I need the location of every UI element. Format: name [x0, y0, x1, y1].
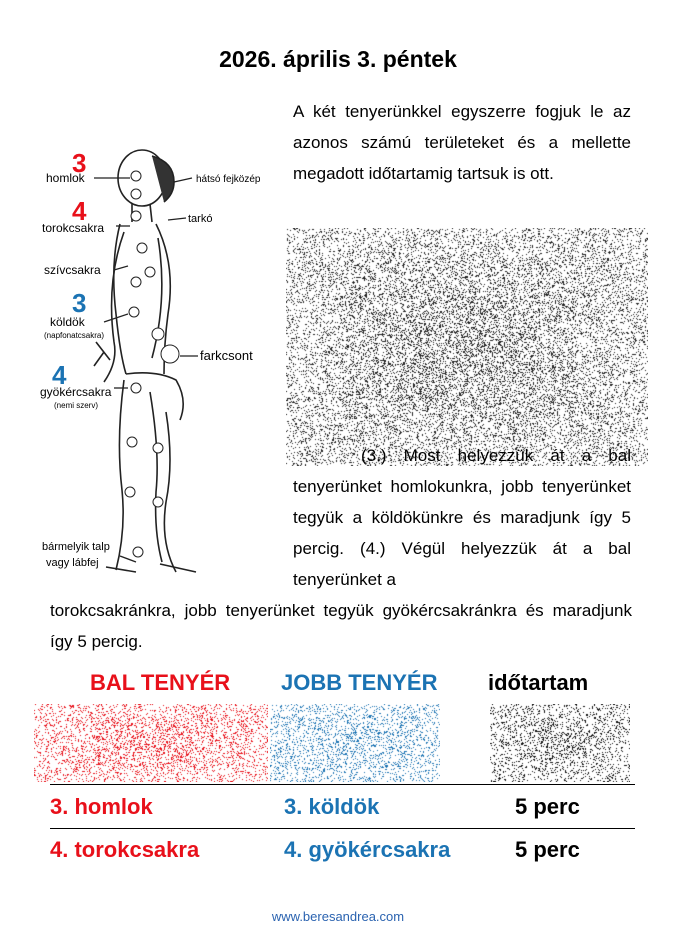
table-row-1-time: 5 perc [515, 794, 580, 819]
body-figure-illustration [40, 142, 288, 587]
table-rule-top [50, 784, 635, 785]
figure-label-tarko: tarkó [188, 213, 213, 225]
table-row-2-time: 5 perc [515, 837, 580, 862]
figure-label-nemi-szerv: (nemi szerv) [54, 401, 99, 410]
figure-label-koldok: köldök [50, 315, 85, 329]
noise-area-right [286, 228, 648, 466]
figure-label-homlok: homlok [46, 171, 85, 185]
table-row-1-right: 3. köldök [284, 794, 380, 819]
page-title: 2026. április 3. péntek [219, 46, 457, 72]
table-row-1-left: 3. homlok [50, 794, 153, 819]
figure-label-gyokercsakra: gyökércsakra [40, 385, 112, 399]
figure-number-3-mid: 3 [72, 288, 87, 318]
figure-label-talp-2: vagy lábfej [46, 557, 99, 569]
noise-area-black [490, 704, 630, 782]
figure-label-talp-1: bármelyik talp [42, 541, 110, 553]
step-paragraph-lead: (3.) Most helyezzük át a bal tenyerünket homlokunkra, jobb tenyerünket tegyük a köldökünkre és maradjunk így 5 percig. (4.) Végül helyezzük át a bal tenyerünket a [293, 446, 631, 589]
noise-area-blue [270, 704, 440, 782]
figure-label-hatso-fejkozep: hátsó fejközép [196, 174, 261, 185]
figure-label-farkcsont: farkcsont [200, 348, 253, 363]
figure-number-4-top: 4 [72, 196, 87, 226]
step-paragraph-tail: torokcsakránkra, jobb tenyerünket tegyük gyökércsakránkra és maradjunk így 5 percig. [50, 601, 632, 651]
table-rule-middle [50, 828, 635, 829]
table-header-idotartam: időtartam [488, 670, 589, 695]
intro-paragraph: A két tenyerünkkel egyszerre fogjuk le az azonos számú területeket és a mellette megadott időtartamig tartsuk is ott. [293, 102, 631, 183]
noise-area-red [34, 704, 268, 782]
figure-number-4-low: 4 [52, 360, 67, 390]
figure-number-3-top: 3 [72, 148, 87, 178]
figure-label-napfonatcsakra: (napfonatcsakra) [44, 331, 105, 340]
table-row-2-right: 4. gyökércsakra [284, 837, 451, 862]
figure-label-szivcsakra: szívcsakra [44, 263, 101, 277]
table-header-jobb-tenyer: JOBB TENYÉR [281, 670, 438, 695]
figure-label-torokcsakra: torokcsakra [42, 221, 105, 235]
table-header-bal-tenyer: BAL TENYÉR [90, 670, 231, 695]
footer-website: www.beresandrea.com [271, 909, 405, 924]
table-row-2-left: 4. torokcsakra [50, 837, 200, 862]
